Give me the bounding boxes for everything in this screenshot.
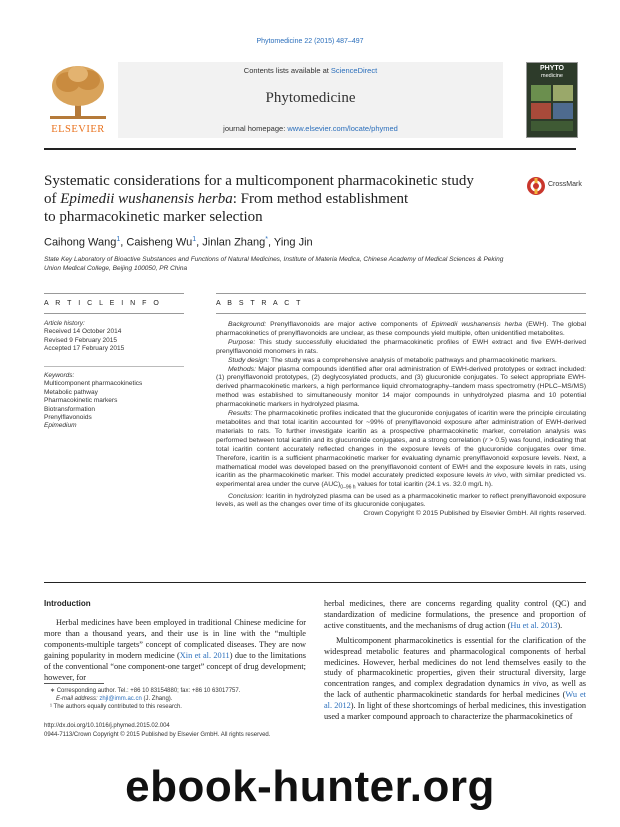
author-affiliation: State Key Laboratory of Bioactive Substances and Functions of Natural Medicines, Institute of Materia Medica, Chinese Academy of Medical Sciences & Peking Union Medical College, Beijing 100050, PR China — [44, 256, 504, 272]
homepage-link[interactable]: www.elsevier.com/locate/phymed — [287, 124, 398, 133]
abstract-sentence: > 0.5) was found, indicating that total icaritin content accurately reflected changes in the exposure levels of the glucuronide conjugates over time. Therefore, icaritin is a sufficient pharmacokinetic marker for evaluating dynamic prenylflavonoid exposure levels. Next, a mathematical model was developed based on the prenylflavonoid content of EWH and the exposure levels in rats, using icaritin as the pharmacokinetic marker. This model accurately predicted exposure levels — [216, 436, 586, 480]
article-info-subrule — [44, 313, 184, 314]
contents-available-line — [118, 66, 503, 75]
abstract-sentence: Prenylflavonoids are major active components of — [266, 321, 432, 328]
cover-subtitle: medicine — [540, 73, 563, 79]
body-text: Multicomponent pharmacokinetics is essential for the clarification of the widespread metabolic features and pharmacological components of herbal medicines. However, herbal medicines do not lend themselves easily to the study of pharmacokinetic properties, given their structural diversity, large concentration ranges, and complex degradation dynamics — [324, 635, 586, 689]
keyword: Multicomponent pharmacokinetics — [44, 380, 143, 388]
citation-link[interactable]: Wu et al. 2012 — [324, 690, 586, 711]
citation-link[interactable]: Hu et al. 2013 — [510, 620, 558, 630]
body-paragraph — [44, 618, 306, 683]
author-name[interactable]: Caisheng Wu — [126, 236, 193, 249]
body-paragraph — [324, 599, 586, 632]
equal-contribution-note: ¹ The authors equally contributed to this research. — [50, 704, 182, 710]
article-info-rule — [44, 293, 184, 294]
abstract-conclusion — [216, 493, 586, 511]
crossmark-icon — [526, 176, 546, 196]
issn-line: 0944-7113/Crown Copyright © 2015 Published by Elsevier GmbH. All rights reserved. — [44, 732, 271, 738]
author-separator: , — [268, 236, 274, 249]
abstract-sentence: (EWH). The global pharmacokinetics of prenylflavonoids are unclear, as these compounds yield multiple, often unidentified metabolites. — [216, 321, 586, 337]
author-name[interactable]: Jinlan Zhang — [202, 236, 266, 249]
body-text: ). — [557, 620, 563, 630]
body-text: ) due to the limitations of the conventional “one component-one target” concept of drug development; however, for — [44, 650, 306, 682]
author-list — [44, 236, 313, 249]
footnotes — [50, 687, 306, 711]
corresponding-author-note: ∗ Corresponding author. Tel.: +86 10 83154880; fax: +86 10 63017757. — [50, 688, 241, 694]
keywords-label: Keywords: — [44, 372, 75, 379]
doi-link[interactable]: http://dx.doi.org/10.1016/j.phymed.2015.02.004 — [44, 723, 170, 729]
abstract-sentence: This study successfully elucidated the pharmacokinetic profiles of EWH extract and five EWH-derived prenylflavonoid monomers in rats. — [216, 338, 586, 355]
article-info-heading: A R T I C L E I N F O — [44, 300, 162, 307]
body-paragraph — [324, 636, 586, 723]
history-received: Received 14 October 2014 — [44, 328, 122, 336]
cover-title: PHYTO — [540, 65, 564, 72]
keyword: Biotransformation — [44, 405, 95, 413]
title-remainder: : From method establishment — [232, 191, 409, 207]
crossmark-badge[interactable] — [526, 176, 586, 196]
elsevier-wordmark: ELSEVIER — [51, 124, 105, 135]
abstract-label: Results: — [228, 410, 253, 418]
history-label: Article history: — [44, 320, 85, 327]
abstract-label: Background: — [228, 321, 267, 328]
abstract-subrule — [216, 313, 586, 314]
body-text: , as well as the lack of authentic pharmacokinetic standards for herbal medicines ( — [324, 679, 586, 700]
body-right-column — [324, 599, 586, 723]
abstract-sentence: The study was a comprehensive analysis of metabolic pathways and pharmacokinetic markers. — [269, 356, 557, 364]
body-invivo: in vivo — [523, 679, 547, 689]
citation-link[interactable]: Xin et al. 2011 — [179, 650, 230, 660]
sciencedirect-link[interactable]: ScienceDirect — [330, 66, 378, 75]
email-note — [50, 695, 306, 703]
title-species: Epimedii wushanensis herba — [60, 191, 233, 207]
author-name[interactable]: Ying Jin — [273, 236, 313, 249]
abstract-species: Epimedii wushanensis herba — [431, 321, 522, 328]
header-rule — [44, 148, 576, 150]
body-left-column — [44, 618, 306, 683]
homepage-prefix: journal homepage: — [223, 124, 288, 133]
abstract-sentence: , with similar predicted vs. experimental area under the curve (AUC) — [216, 472, 587, 489]
title-line-2 — [44, 190, 514, 208]
cover-image-icon — [527, 81, 577, 137]
journal-citation[interactable]: Phytomedicine 22 (2015) 487–497 — [256, 38, 364, 45]
abstract-label: Conclusion: — [228, 492, 264, 500]
abstract-rule — [216, 293, 586, 294]
author-footnote-mark[interactable]: * — [265, 236, 268, 243]
title-line-3: to pharmacokinetic marker selection — [44, 209, 263, 225]
abstract-sentence: values for total icaritin (24.1 vs. 32.0 mg/L h). — [355, 481, 493, 489]
history-accepted: Accepted 17 February 2015 — [44, 345, 125, 353]
crossmark-label: CrossMark — [548, 181, 582, 188]
abstract-text — [216, 321, 586, 519]
journal-homepage-line — [118, 124, 503, 133]
keyword: Prenylflavonoids — [44, 414, 92, 422]
article-title — [44, 172, 514, 226]
journal-cover-thumbnail[interactable] — [526, 62, 578, 138]
journal-name: Phytomedicine — [265, 90, 356, 106]
abstract-purpose — [216, 339, 586, 357]
contents-prefix: Contents lists available at — [243, 66, 331, 75]
body-text: Herbal medicines have been employed in traditional Chinese medicine for more than a thousand years, and their use is in line with the “multiple components-multiple targets” concept of complicated diseases. They are now gaining popularity in modern medicine ( — [44, 618, 306, 660]
abstract-invivo: in vivo — [486, 472, 507, 480]
journal-info-box — [118, 62, 503, 138]
auc-subscript: 0–96 h — [340, 484, 356, 491]
title-of: of — [44, 191, 61, 207]
abstract-methods — [216, 366, 586, 411]
author-footnote-mark[interactable]: 1 — [116, 236, 121, 243]
abstract-label: Methods: — [228, 365, 256, 373]
email-label: E-mail address: — [56, 696, 100, 702]
keywords-block — [44, 372, 184, 431]
journal-banner — [44, 62, 576, 140]
history-revised: Revised 9 February 2015 — [44, 336, 117, 344]
keyword: Pharmacokinetic markers — [44, 397, 118, 405]
keyword: Metabolic pathway — [44, 388, 98, 396]
abstract-sentence: The pharmacokinetic profiles indicated that the glucuronide conjugates of icaritin were the principle circulating metabolites and that total icaritin accounted for ~99% of prenylflavonoid exposure after administration of EWH-derived materials to rats. To further investigate icaritin as a prospective pharmacokinetic marker, correlation analysis was performed between total icaritin and its glucuronide conjugates, and a strong correlation ( — [216, 410, 586, 444]
correlation-symbol: r — [485, 436, 488, 444]
keyword: Epimedium — [44, 422, 77, 430]
abstract-copyright: Crown Copyright © 2015 Published by Elsevier GmbH. All rights reserved. — [363, 510, 586, 518]
elsevier-logo[interactable] — [44, 62, 112, 138]
body-text: herbal medicines, there are concerns regarding quality control (QC) and standardization of medicine formulations, the presence and proportion of active constituents, and the mechanisms of drug action ( — [324, 599, 586, 630]
author-name[interactable]: Caihong Wang — [44, 236, 117, 249]
abstract-bottom-rule — [44, 582, 586, 583]
watermark: ebook-hunter.org — [125, 762, 495, 811]
keywords-rule — [44, 366, 184, 367]
abstract-sentence: Major plasma compounds identified after oral administration of EWH-derived prototypes or extract included: (1) prenylflavonoid prototypes, (2) deglycosylated products, and (3) glucuronide conjugates. To select appropriate EWH-derived pharmacokinetic markers, a high performance liquid chromatography–tandem mass spectrometry (HPLC–MS/MS) method was established to simultaneously monitor 14 major compounds in unhydrolyzed plasma and 10 potential pharmacokinetic markers in hydrolyzed plasma. — [216, 365, 586, 409]
author-separator: , — [196, 236, 203, 249]
abstract-background — [216, 321, 586, 339]
article-history — [44, 320, 184, 354]
footnote-rule — [44, 683, 104, 684]
email-link[interactable]: zhjl@imm.ac.cn — [99, 696, 142, 702]
section-heading-introduction: Introduction — [44, 599, 91, 608]
abstract-label: Purpose: — [228, 338, 256, 346]
abstract-design — [216, 357, 586, 366]
tree-icon — [44, 62, 112, 122]
abstract-sentence: Icaritin in hydrolyzed plasma can be used as a pharmacokinetic marker to reflect prenylflavonoid exposure levels, as well as the changes over time of its glucuronide conjugates. — [216, 492, 586, 509]
abstract-results — [216, 410, 586, 493]
title-line-1: Systematic considerations for a multicomponent pharmacokinetic study — [44, 173, 474, 189]
author-separator: , — [120, 236, 127, 249]
abstract-heading: A B S T R A C T — [216, 300, 303, 307]
email-suffix: (J. Zhang). — [141, 696, 173, 702]
author-footnote-mark[interactable]: 1 — [192, 236, 197, 243]
abstract-label: Study design: — [228, 356, 270, 364]
body-text: ). In light of these shortcomings of herbal medicines, this investigation used a marker compound approach to characterize the pharmacokinetics of — [324, 701, 586, 722]
